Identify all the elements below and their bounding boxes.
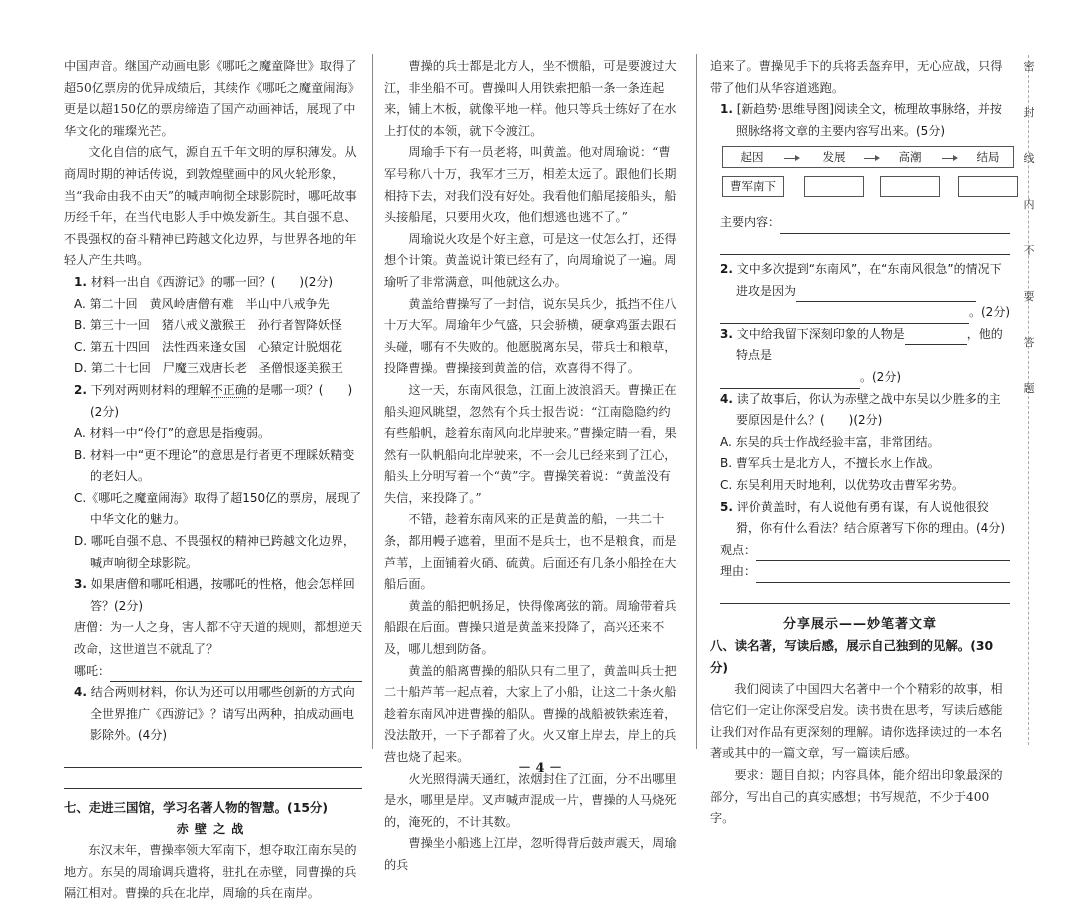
- question-4: [710, 389, 1010, 497]
- cell-first: 曹军南下: [722, 176, 784, 197]
- question-text: 下列对两则材料的理解: [90, 382, 211, 397]
- option-c[interactable]: C. 东吴利用天时地利，以优势攻击曹军劣势。: [720, 477, 965, 492]
- story-title: 赤壁之战: [176, 821, 250, 836]
- passage-text: 中国声音。继国产动画电影《哪吒之魔童降世》取得了超50亿票房的优异成绩后，其续作《哪吒之魔童闹海》更是以超150亿的票房缔造了国产动画神话，展现了中华文化的璀璨光芒。: [64, 59, 360, 138]
- share-title: 分享展示——妙笔著文章: [782, 616, 937, 632]
- question-number: 1.: [74, 274, 87, 289]
- answer-line[interactable]: [756, 540, 1010, 562]
- question-5: [710, 497, 1010, 604]
- question-text: 的是哪一项？( )(2分): [90, 382, 353, 419]
- question-text: ，他的特点是: [736, 326, 1003, 363]
- passage-text: 我们阅读了中国四大名著中一个个精彩的故事，相信它们一定让你深受启发。读书贵在思考，写读后感能让我们对作品有更深刻的理解。请你选择读过的一本名著或其中的一篇文章，写一篇读后感。: [710, 681, 1003, 761]
- score-text: 。(2分): [860, 369, 901, 384]
- question-text: 评价黄盖时，有人说他有勇有谋，有人说他很狡猾，你有什么看法？结合原著写下你的理由。(4分): [736, 499, 1005, 536]
- question-text: 文中多次提到“东南风”，在“东南风很急”的情况下进攻是因为: [736, 261, 1002, 298]
- column-divider: [372, 54, 373, 749]
- passage-text: 不错，趁着东南风来的正是黄盖的船，一共二十条，都用幔子遮着，里面不是兵士，也不是粮食，而是芦苇，上面铺着火硝、硫黄。后面还有几条小船拴在大船后面。: [384, 512, 677, 592]
- option-b[interactable]: B. 第三十一回 猪八戒义激猴王 孙行者智降妖怪: [74, 318, 342, 333]
- dialogue-text: 唐僧：为一人之身，害人都不守天道的规则，都想逆天改命，这世道岂不就乱了？: [74, 620, 363, 657]
- question-number: 4.: [720, 391, 733, 406]
- passage-text: 东汉末年，曹操率领大军南下，想夺取江南东吴的地方。东吴的周瑜调兵遣将，驻扎在赤壁，同曹操的兵隔江相对。曹操的兵在北岸，周瑜的兵在南岸。: [64, 843, 357, 901]
- answer-label: 主要内容：: [720, 215, 781, 230]
- answer-line[interactable]: [110, 661, 362, 683]
- passage-text: 黄盖的船把帆扬足，快得像离弦的箭。周瑜带着兵船跟在后面。曹操只道是黄盖来投降了，高兴还来不及，哪儿想到防备。: [384, 598, 677, 657]
- column-left: [64, 56, 362, 905]
- option-b[interactable]: B. 曹军兵士是北方人，不擅长水上作战。: [720, 456, 940, 471]
- answer-row: [710, 302, 1010, 324]
- answer-line[interactable]: [720, 302, 969, 324]
- option-c[interactable]: C.《哪吒之魔童闹海》取得了超150亿的票房，展现了中华文化的魅力。: [74, 490, 362, 527]
- section-heading: 七、走进三国馆，学习名著人物的智慧。(15分): [64, 800, 328, 815]
- question-number: 3.: [74, 577, 87, 592]
- question-3: [710, 324, 1010, 389]
- score-text: 。(2分): [969, 305, 1010, 320]
- question-number: 2.: [74, 382, 87, 397]
- question-2: [64, 380, 362, 574]
- stage-row-frame: [722, 146, 1014, 168]
- page-number: － 4 －: [517, 761, 563, 776]
- passage-text: 文化自信的底气，源自五千年文明的厚积薄发。从商周时期的神话传说，到敦煌壁画中的风火轮形象，当“我命由我不由天”的喊声响彻全球影院时，哪吒故事历经千年，在当代电影人手中焕发新生。其自强不息、不畏强权的奋斗精神已跨越文化边界，与世界各地的年轻人产生共鸣。: [64, 145, 357, 268]
- column-middle: [384, 56, 680, 877]
- stage-ending: 结局: [976, 150, 1000, 165]
- cut-char: 题: [1023, 382, 1035, 395]
- passage-text: 黄盖给曹操写了一封信，说东吴兵少，抵挡不住八十万大军。周瑜年少气盛，只会骄横，硬拿鸡蛋去跟石头碰，哪有不失败的。他愿脱离东吴，带兵士和粮草，投降曹操。曹操接到黄盖的信，欢喜得不得了。: [384, 296, 677, 376]
- reason-label: 理由：: [720, 564, 757, 579]
- column-right: [710, 56, 1010, 830]
- question-number: 1.: [720, 102, 733, 117]
- cut-line-text: [1022, 60, 1036, 428]
- answer-row: [710, 561, 1010, 583]
- column-divider: [696, 54, 697, 749]
- question-1: [64, 272, 362, 380]
- answer-line[interactable]: [720, 367, 860, 389]
- question-text: 文中给我留下深刻印象的人物是: [736, 326, 905, 341]
- option-a[interactable]: A. 第二十回 黄风岭唐僧有难 半山中八戒争先: [74, 296, 330, 311]
- answer-line[interactable]: [905, 344, 967, 345]
- option-a[interactable]: A. 东吴的兵士作战经验丰富，非常团结。: [720, 434, 940, 449]
- answer-cell[interactable]: [804, 176, 864, 197]
- answer-line[interactable]: [780, 212, 1010, 234]
- passage-text: 追来了。曹操见手下的兵将丢盔弃甲，无心应战，只得带了他们从华容道逃跑。: [710, 59, 1003, 95]
- answer-line[interactable]: [720, 583, 1010, 604]
- answer-row: [710, 212, 1010, 234]
- option-d[interactable]: D. 哪吒自强不息、不畏强权的精神已跨越文化边界，喊声响彻全球影院。: [74, 534, 355, 570]
- view-label: 观点：: [720, 542, 757, 557]
- answer-line[interactable]: [756, 561, 1010, 583]
- question-text: [新趋势·思维导图]阅读全文，梳理故事脉络，并按照脉络将文章的主要内容写出来。(5分): [736, 102, 1002, 138]
- stage-climax: 高潮: [898, 150, 922, 165]
- option-b[interactable]: B. 材料一中“更不理论”的意思是行者更不理睬妖精变的老妇人。: [74, 447, 355, 484]
- question-2: [710, 259, 1010, 324]
- answer-cell[interactable]: [958, 176, 1018, 197]
- answer-row: [710, 367, 1010, 389]
- stage-cause: 起因: [740, 150, 764, 165]
- section-heading: 八、读名著，写读后感，展示自己独到的见解。(30分): [710, 638, 994, 676]
- question-number: 5.: [720, 499, 733, 514]
- cut-char: 线: [1023, 152, 1035, 165]
- question-1: [710, 99, 1010, 255]
- answer-row: [64, 661, 362, 683]
- question-text: 结合两则材料，你认为还可以用哪些创新的方式向全世界推广《西游记》？请写出两种，拍成动画电影除外。(4分): [90, 685, 355, 743]
- emphasis-text: 不正确: [210, 382, 247, 397]
- question-3: [64, 574, 362, 682]
- cut-char: 不: [1023, 244, 1035, 257]
- passage-text: 黄盖的船离曹操的船队只有二里了，黄盖叫兵士把二十船芦苇一起点着，大家上了小船，让这二十条火船趁着东南风冲进曹操的船队。曹操的战船被铁索连着，没法散开，一下子都着了火。火又窜上岸去，岸上的兵营也烧了起来。: [384, 663, 677, 764]
- passage-text: 曹操的兵士都是北方人，坐不惯船，可是要渡过大江，非坐船不可。曹操叫人用铁索把船一条一条连起来，铺上木板，就像平地一样。他只等兵士练好了在水上打仗的本领，就下令渡江。: [384, 59, 677, 138]
- question-number: 3.: [720, 326, 733, 341]
- cut-char: 要: [1023, 290, 1035, 303]
- option-a[interactable]: A. 材料一中“伶仃”的意思是指瘦弱。: [74, 426, 271, 441]
- mind-map: [718, 146, 1010, 206]
- passage-text: 周瑜手下有一员老将，叫黄盖。他对周瑜说：“曹军号称八十万，我军才三万，相差太远了。跟他们长期相持下去，对我们没有好处。我看他们船尾接船头，船头接船尾，只要用火攻，他们想逃也逃不了。”: [384, 145, 677, 225]
- question-text: 读了故事后，你认为赤壁之战中东吴以少胜多的主要原因是什么？( )(2分): [736, 391, 1001, 428]
- question-number: 2.: [720, 261, 733, 276]
- passage-text: 这一天，东南风很急，江面上波浪滔天。曹操正在船头迎风眺望，忽然有个兵士报告说：“江南隐隐约约有些船帆，趁着东南风向北岸驶来。”曹操定睛一看，果然有一队帆船向北岸驶来，不一会儿已经来到了江心，船头上分明写着一个“黄”字。曹操笑着说：“黄盖没有失信，来投降了。”: [384, 382, 677, 505]
- cut-char: 内: [1023, 198, 1035, 211]
- answer-row: [710, 540, 1010, 562]
- answer-cell[interactable]: [880, 176, 940, 197]
- cut-char: 答: [1023, 336, 1035, 349]
- passage-text: 火光照得满天通红，浓烟封住了江面，分不出哪里是水，哪里是岸。叉声喊声混成一片，曹操的人马烧死的，淹死的，不计其数。: [384, 771, 677, 829]
- question-number: 4.: [74, 685, 87, 700]
- option-c[interactable]: C. 第五十四回 法性西来逢女国 心猿定计脱烟花: [74, 339, 343, 354]
- question-text: 材料一出自《西游记》的哪一回？( )(2分): [90, 274, 334, 289]
- cut-char: 密: [1023, 60, 1035, 73]
- answer-label: 哪吒：: [74, 663, 111, 678]
- passage-text: 要求：题目自拟；内容具体，能介绍出印象最深的部分，写出自己的真实感想；书写规范，不少于400字。: [710, 768, 1003, 826]
- stage-development: 发展: [822, 150, 846, 165]
- passage-text: 曹操坐小船逃上江岸，忽听得背后鼓声震天，周瑜的兵: [384, 836, 677, 872]
- question-text: 如果唐僧和哪吒相遇，按哪吒的性格，他会怎样回答？(2分): [90, 577, 355, 613]
- answer-line[interactable]: [720, 234, 1010, 255]
- option-d[interactable]: D. 第二十七回 尸魔三戏唐长老 圣僧恨逐美猴王: [74, 361, 343, 376]
- cut-char: 封: [1023, 106, 1035, 119]
- passage-text: 周瑜说火攻是个好主意，可是这一仗怎么打，还得想个计策。黄盖说计策已经有了，向周瑜说了一遍。周瑜听了非常满意，叫他就这么办。: [384, 231, 677, 289]
